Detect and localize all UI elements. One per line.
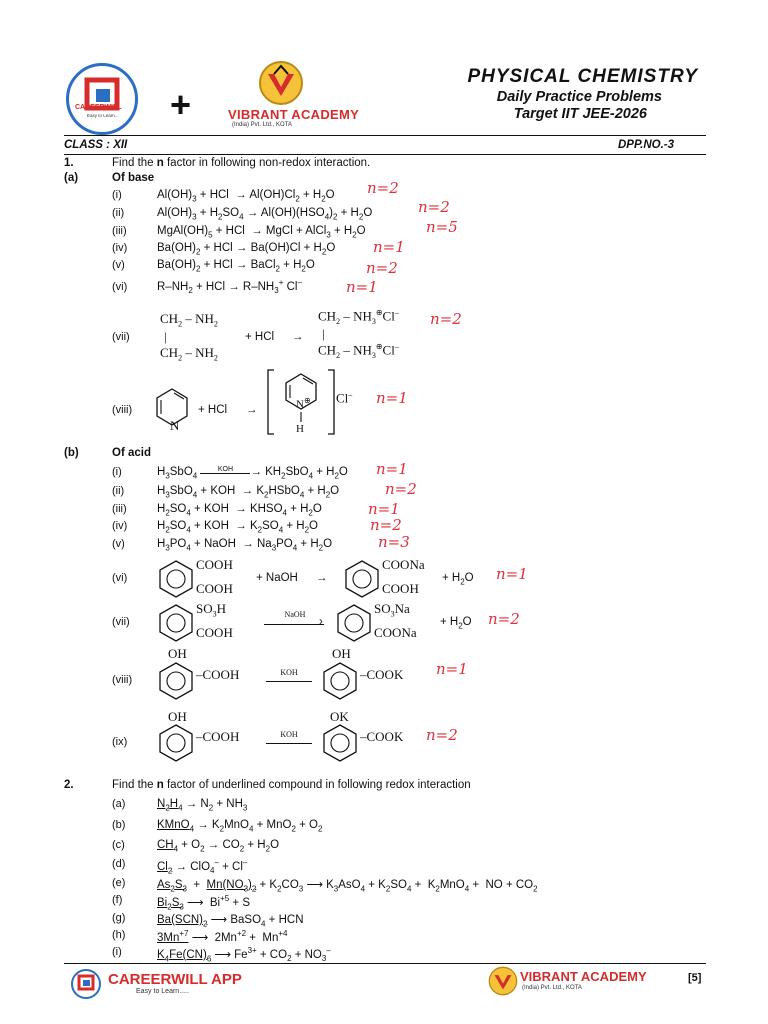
- acid-vi-answer: n=1: [496, 565, 528, 583]
- acid-ix-cook: –COOK: [360, 729, 404, 744]
- q2b-label: (b): [112, 819, 126, 831]
- acid-vi-cooh-product: COOH: [382, 581, 419, 596]
- base-i-label: (i): [112, 189, 122, 201]
- footer-vibrant-subtitle: (India) Pvt. Ltd., KOTA: [522, 985, 582, 991]
- acid-iii-label: (iii): [112, 503, 127, 515]
- q1b-title: Of acid: [112, 447, 151, 459]
- base-viii-answer: n=1: [376, 389, 408, 407]
- dipotassium-salicylate-ring: [320, 722, 360, 762]
- acid-viii-product-oh: OH: [332, 646, 351, 661]
- base-vi-label: (vi): [112, 281, 128, 293]
- acid-vi-coona: COONa: [382, 557, 425, 572]
- acid-vii-arrowhead: ›: [319, 616, 323, 628]
- acid-ix-ok: OK: [330, 709, 349, 724]
- base-vii-hcl: + HCl: [245, 331, 275, 343]
- sulfobenzoic-acid-ring: [156, 602, 196, 642]
- acid-viii-label: (viii): [112, 674, 133, 686]
- careerwill-logo: [66, 63, 138, 135]
- acid-ix-oh: OH: [168, 709, 187, 724]
- base-iv-equation: $Ba(OH)_2$ + HCl → $Ba(OH)Cl + H_2O$: [157, 242, 336, 257]
- acid-vii-so3h: $SO_3H$: [196, 601, 227, 619]
- pyridinium-h: H: [296, 423, 304, 435]
- footer-app-name: CAREERWILL APP: [108, 971, 242, 988]
- footer-app-tag: Easy to Learn.....: [136, 988, 189, 995]
- ethylenediammonium-structure: $CH_2 - NH_3^\oplus Cl^-$ | $CH_2 - NH_3^\oplus Cl^-$: [318, 308, 399, 360]
- dpp-number: DPP.NO.-3: [618, 139, 675, 151]
- acid-viii-arrow: [266, 681, 312, 682]
- phthalic-acid-ring: [156, 558, 196, 598]
- acid-ii-answer: n=2: [385, 480, 417, 498]
- acid-vi-naoh: + NaOH: [256, 572, 298, 584]
- base-viii-hcl: + HCl: [198, 404, 228, 416]
- q2-text: Find the n factor of underlined compound in following redox interaction: [112, 779, 471, 791]
- q1a-label: (a): [64, 172, 79, 184]
- q1-number: 1.: [64, 157, 74, 169]
- page-number: [5]: [688, 972, 702, 984]
- q2e-label: (e): [112, 877, 126, 889]
- base-ii-equation: $Al(OH)_3 + H_2SO_4 \to Al(OH)(HSO_4)_2 + H_2O$: [157, 207, 373, 222]
- base-iii-equation: $MgAl(OH)_5$ + HCl → MgCl + AlCl$_3$ + $H_2O$: [157, 225, 366, 240]
- q2f-label: (f): [112, 894, 123, 906]
- base-vi-answer: n=1: [346, 278, 378, 296]
- base-i-equation: $Al(OH)_3$ + HCl → $Al(OH)Cl_2 + H_2O$: [157, 189, 335, 204]
- page-subtitle-target: Target IIT JEE-2026: [513, 106, 647, 122]
- acid-viii-cooh: –COOH: [196, 667, 240, 682]
- acid-viii-answer: n=1: [436, 660, 468, 678]
- acid-vi-arrow: →: [316, 572, 328, 584]
- plus-sign: +: [170, 84, 192, 125]
- ethylenediamine-structure: $CH_2 - NH_2$ | $CH_2 - NH_2$: [160, 311, 218, 363]
- acid-vii-water: + $H_2O$: [440, 616, 472, 631]
- careerwill-app-logo-icon: [70, 968, 102, 1000]
- acid-vii-coona: COONa: [374, 625, 417, 640]
- q2f-equation: $Bi_2S_3$ ⟶ $Bi^{+5} + S$: [157, 894, 251, 912]
- acid-iii-equation: $H_2SO_4$ + KOH → $KHSO_4 + H_2O$: [157, 503, 322, 518]
- q1-text: Find the n factor in following non-redox interaction.: [112, 157, 371, 169]
- q2d-equation: $Cl_2 \to ClO_4^- + Cl^-$: [157, 858, 248, 876]
- q2g-equation: $Ba(SCN)_2$ ⟶ BaSO$_4$ + HCN: [157, 914, 304, 929]
- acid-vii-naoh-condition: NaOH: [284, 610, 306, 619]
- q2a-label: (a): [112, 798, 126, 810]
- footer-vibrant-name: VIBRANT ACADEMY: [520, 969, 647, 984]
- acid-i-equation: $H_3SbO_4$ KOH → $KH_2SbO_4 + H_2O$: [157, 466, 348, 481]
- acid-iv-answer: n=2: [370, 516, 402, 534]
- base-v-label: (v): [112, 259, 125, 271]
- q2e-equation: $As_2S_3 + Mn(NO_3)_2 + K_2CO_3$ ⟶ $K_3AsO_4 + K_2SO_4 + K_2MnO_4$ + NO + $CO_2$: [157, 879, 538, 894]
- acid-v-equation: $H_3PO_4$ + NaOH → $Na_3PO_4 + H_2O$: [157, 538, 333, 553]
- q2a-equation: $N_2H_4 \to N_2 + NH_3$: [157, 798, 248, 813]
- acid-iv-label: (iv): [112, 520, 128, 532]
- base-iv-answer: n=1: [373, 238, 405, 256]
- acid-iii-answer: n=1: [368, 500, 400, 518]
- base-v-answer: n=2: [366, 259, 398, 277]
- q2b-equation: KMnO$_4$ → $K_2MnO_4 + MnO_2 + O_2$: [157, 819, 323, 834]
- header-rule-bottom: [64, 154, 706, 155]
- q2i-equation: $K_4Fe(CN)_6$ ⟶ $Fe^{3+} + CO_2 + NO_3^-$: [157, 946, 331, 964]
- acid-vi-cooh-bottom: COOH: [196, 581, 233, 596]
- base-iii-answer: n=5: [426, 218, 458, 236]
- pyridine-n: N: [170, 418, 180, 433]
- base-viii-label: (viii): [112, 404, 133, 416]
- acid-ii-equation: $H_3SbO_4$ + KOH → $K_2HSbO_4 + H_2O$: [157, 485, 340, 500]
- acid-vii-arrow: [264, 624, 324, 625]
- acid-i-label: (i): [112, 466, 122, 478]
- pyridinium-cl: Cl–: [336, 390, 353, 406]
- careerwill-logo-tag: Easy to Learn...: [87, 113, 119, 118]
- q2g-label: (g): [112, 912, 126, 924]
- acid-vi-water: + $H_2O$: [442, 572, 474, 587]
- salicylic-acid-ring: [156, 660, 196, 700]
- acid-v-answer: n=3: [378, 533, 410, 551]
- acid-v-label: (v): [112, 538, 125, 550]
- base-iii-label: (iii): [112, 225, 127, 237]
- base-i-answer: n=2: [367, 179, 399, 197]
- class-label: CLASS : XII: [64, 139, 128, 151]
- acid-viii-koh: KOH: [280, 668, 298, 677]
- salicylic-acid-ring-ix: [156, 722, 196, 762]
- vibrant-academy-name: VIBRANT ACADEMY: [228, 107, 360, 122]
- potassium-salicylate-ring: [320, 660, 360, 700]
- acid-i-answer: n=1: [376, 460, 408, 478]
- q2-number: 2.: [64, 779, 74, 791]
- acid-iv-equation: $H_2SO_4$ + KOH → $K_2SO_4 + H_2O$: [157, 520, 318, 535]
- q1b-label: (b): [64, 447, 79, 459]
- acid-ix-cooh: –COOH: [196, 729, 240, 744]
- q2i-label: (i): [112, 946, 122, 958]
- q2h-label: (h): [112, 929, 126, 941]
- acid-vii-label: (vii): [112, 616, 130, 628]
- acid-ix-koh: KOH: [280, 730, 298, 739]
- footer-rule: [64, 963, 706, 964]
- q1a-title: Of base: [112, 172, 155, 184]
- base-vii-label: (vii): [112, 331, 130, 343]
- base-ii-answer: n=2: [418, 198, 450, 216]
- careerwill-logo-text: CAREERWILL: [75, 104, 122, 111]
- q2h-equation: $3Mn^{+7}$ ⟶ $2Mn^{+2} + Mn^{+4}$: [157, 929, 288, 944]
- vibrant-academy-emblem-icon: [258, 60, 304, 106]
- base-vi-equation: $R-NH_2$ + HCl → $R-NH_3^+$ Cl–: [157, 278, 302, 296]
- pyridinium-n: N⊕: [296, 396, 311, 411]
- base-ii-label: (ii): [112, 207, 125, 219]
- header-rule-top: [64, 135, 706, 136]
- page-title: PHYSICAL CHEMISTRY: [467, 66, 698, 87]
- acid-vii-answer: n=2: [488, 610, 520, 628]
- acid-viii-cook: –COOK: [360, 667, 404, 682]
- base-viii-arrow: →: [246, 404, 258, 416]
- acid-ix-answer: n=2: [426, 726, 458, 744]
- base-vii-answer: n=2: [430, 310, 462, 328]
- base-vii-arrow: →: [292, 331, 304, 343]
- acid-ii-label: (ii): [112, 485, 125, 497]
- acid-ix-arrow: [266, 743, 312, 744]
- acid-vi-cooh-top: COOH: [196, 557, 233, 572]
- vibrant-academy-subtitle: (India) Pvt. Ltd., KOTA: [232, 122, 292, 128]
- q2d-label: (d): [112, 858, 126, 870]
- acid-viii-oh: OH: [168, 646, 187, 661]
- acid-vii-cooh: COOH: [196, 625, 233, 640]
- sodium-phthalate-ring: [342, 558, 382, 598]
- page-subtitle-dpp: Daily Practice Problems: [496, 89, 662, 105]
- acid-vi-label: (vi): [112, 572, 128, 584]
- sodium-sulfobenzoate-ring: [334, 602, 374, 642]
- base-iv-label: (iv): [112, 242, 128, 254]
- base-v-equation: $Ba(OH)_2$ + HCl → BaCl$_2$ + $H_2O$: [157, 259, 315, 274]
- acid-vii-so3na: $SO_3Na$: [374, 601, 410, 619]
- acid-ix-label: (ix): [112, 736, 128, 748]
- footer-vibrant-emblem-icon: [488, 966, 518, 996]
- q2c-equation: $CH_4 + O_2 \to CO_2 + H_2O$: [157, 839, 280, 854]
- q2c-label: (c): [112, 839, 125, 851]
